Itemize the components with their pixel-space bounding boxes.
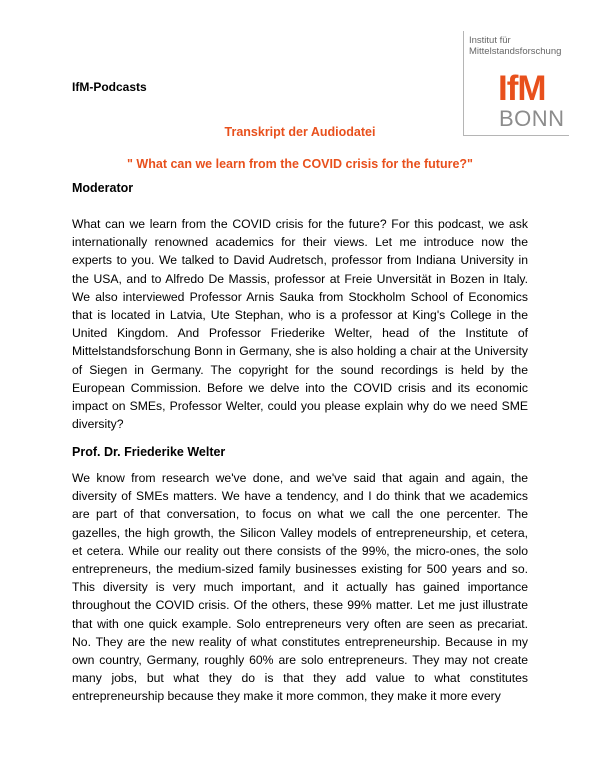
document-title: Transkript der Audiodatei [224,125,376,139]
logo-city: BONN [499,106,565,131]
logo-tagline-line1: Institut für [469,35,511,46]
speaker-moderator: Moderator [72,181,134,195]
moderator-paragraph: What can we learn from the COVID crisis for the future? For this podcast, we ask internationally renowned academics for their views. Let me introduce now the experts to you. We talked to David Audretsch, professor from Indiana University in the USA, and to Alfredo De Massis, professor at Freie Unversität in Bozen in Italy. We also interviewed Professor Arnis Sauka from Stockholm School of Economics that is located in Latvia, Ute Stephan, who is a professor at King's College in the United Kingdom. And Professor Friederike Welter, head of the Institute of Mittelstandsforschung Bonn in Germany, she is also holding a chair at the University of Siegen in Germany. The copyright for the sound recordings is held by the European Commission. Before we delve into the COVID crisis and its economic impact on SMEs, Professor Welter, could you please explain why do we need SME diversity? [72,217,528,432]
logo-tagline-line2: Mittelstandsforschung [469,46,562,57]
speaker-welter: Prof. Dr. Friederike Welter [72,445,226,459]
logo-tagline [469,35,561,57]
logo-mark: IfM [498,69,546,108]
podcast-label: IfM-Podcasts [72,80,147,94]
document-subtitle: " What can we learn from the COVID crisis for the future?" [127,157,473,171]
welter-paragraph: We know from research we've done, and we've said that again and again, the diversity of SMEs matters. We have a tendency, and I do think that we academics are part of that conversation, to focus on what we call the one percenter. The gazelles, the high growth, the Silicon Valley models of entrepreneurship, et cetera, et cetera. While our reality out there consists of the 99%, the micro-ones, the solo entrepreneurs, the medium-sized family businesses existing for 500 years and so. This diversity is very much important, and it actually has gained importance throughout the COVID crisis. Of the others, these 99% matter. Let me just illustrate that with one quick example. Solo entrepreneurs very often are seen as precariat. No. They are the new reality of what constitutes entrepreneurship. Because in my own country, Germany, roughly 60% are solo entrepreneurs. They may not create many jobs, but what they do is that they add value to what constitutes entrepreneurship because they make it more common, they make it more every [72,471,528,704]
ifm-bonn-logo [463,31,569,136]
